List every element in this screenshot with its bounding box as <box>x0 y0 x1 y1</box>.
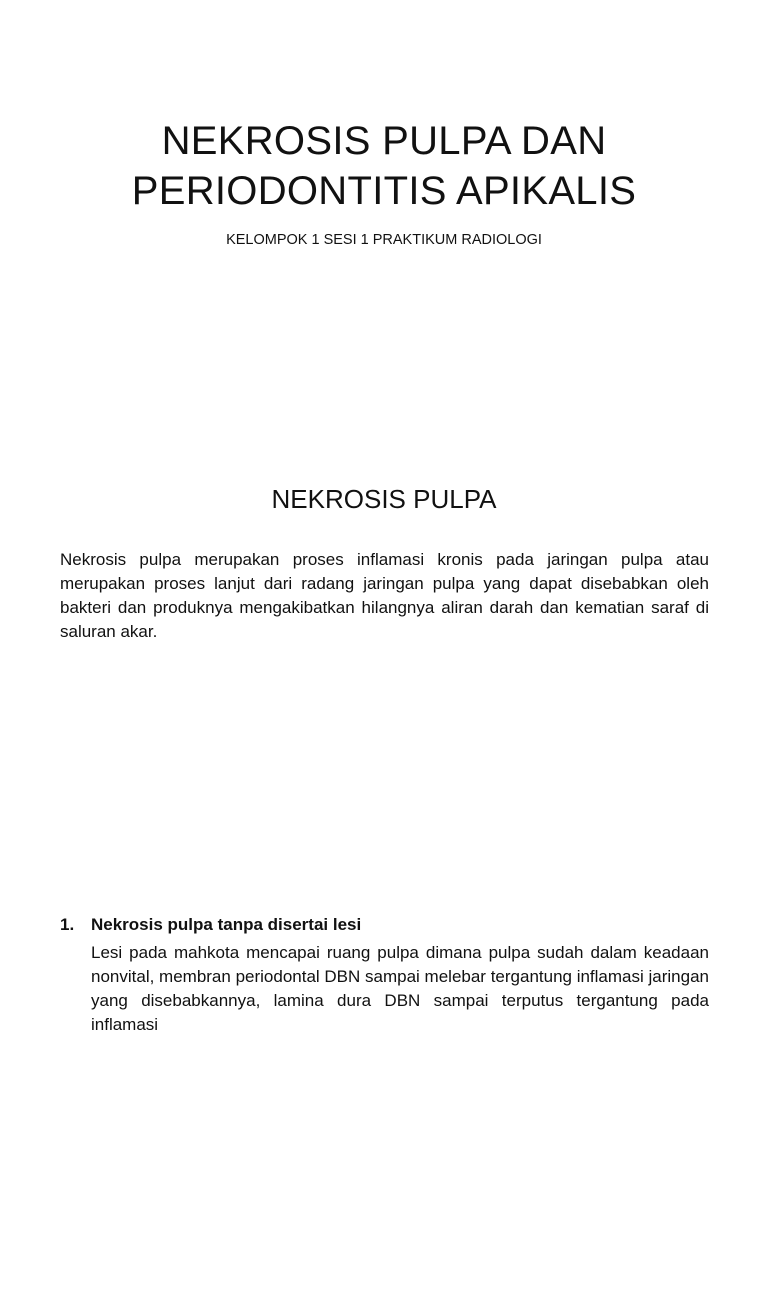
list-item-heading <box>60 913 709 937</box>
classification-slide <box>0 864 768 1296</box>
list-item-number: 1. <box>60 915 75 934</box>
presentation-subtitle: KELOMPOK 1 SESI 1 PRAKTIKUM RADIOLOGI <box>226 232 542 248</box>
title-slide <box>0 0 768 432</box>
list-item-body: Lesi pada mahkota mencapai ruang pulpa dimana pulpa sudah dalam keadaan nonvital, membran periodontal DBN sampai melebar tergantung inflamasi jaringan yang disebabkannya, lamina dura DBN sampai terputus tergantung pada inflamasi <box>91 943 709 1034</box>
definition-paragraph: Nekrosis pulpa merupakan proses inflamasi kronis pada jaringan pulpa atau merupakan proses lanjut dari radang jaringan pulpa yang dapat disebabkan oleh bakteri dan produknya mengakibatkan hilangnya aliran darah dan kematian saraf di saluran akar. <box>60 550 709 641</box>
list-item-title: Nekrosis pulpa tanpa disertai lesi <box>91 915 362 934</box>
title-line-1: NEKROSIS PULPA DAN <box>161 119 607 163</box>
definition-slide <box>0 432 768 864</box>
numbered-list <box>60 913 709 1037</box>
title-line-2: PERIODONTITIS APIKALIS <box>131 169 637 213</box>
list-item <box>60 913 709 1037</box>
presentation-title <box>0 116 768 216</box>
slide-heading: NEKROSIS PULPA <box>271 484 497 514</box>
